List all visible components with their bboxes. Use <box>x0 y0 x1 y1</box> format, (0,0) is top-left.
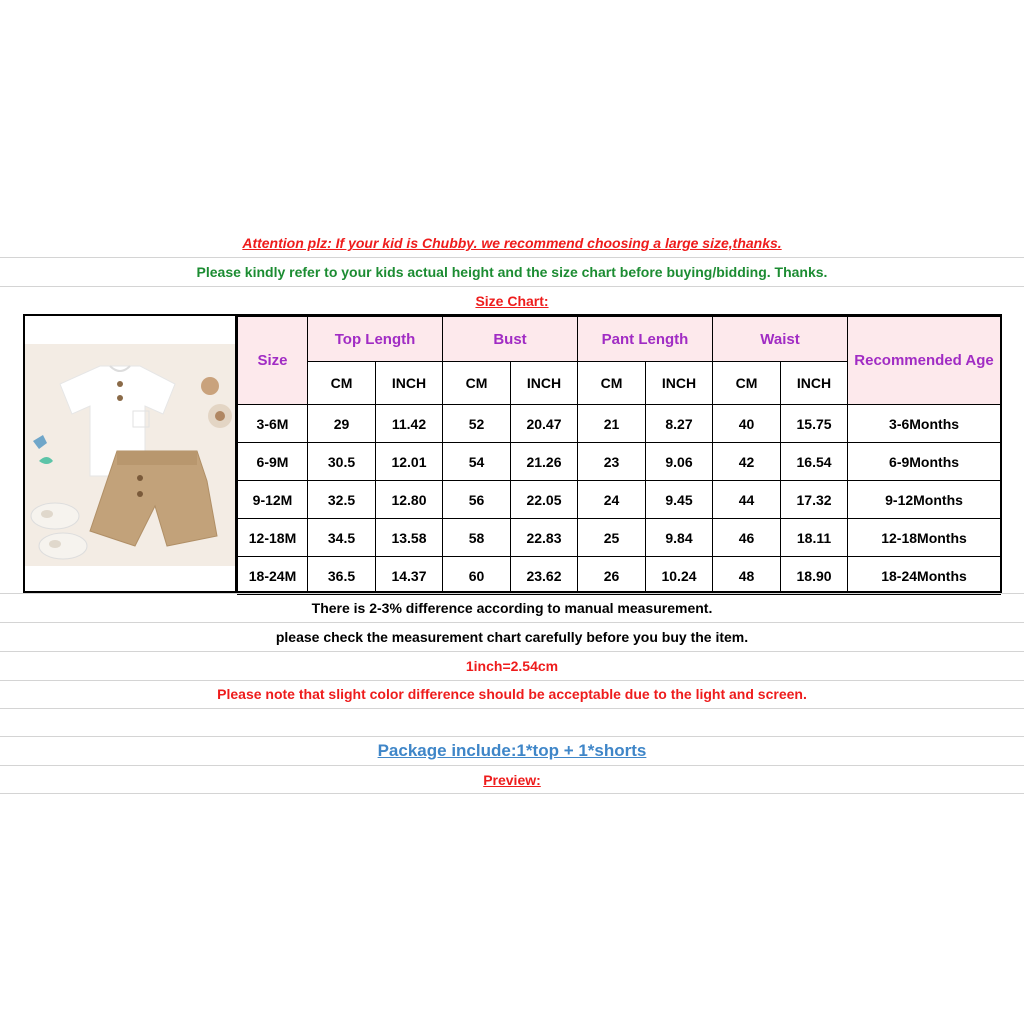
table-row <box>238 519 1001 557</box>
cell-waist-cm: 48 <box>713 557 781 595</box>
row-divider <box>0 736 1024 737</box>
row-divider <box>0 651 1024 652</box>
cell-recommended-age: 6-9Months <box>848 443 1001 481</box>
cell-waist-cm: 46 <box>713 519 781 557</box>
row-divider <box>0 286 1024 287</box>
row-divider <box>0 765 1024 766</box>
package-include-link[interactable]: Package include:1*top + 1*shorts <box>377 741 647 760</box>
table-row <box>238 557 1001 595</box>
cell-pant-length-cm: 21 <box>578 405 646 443</box>
cell-bust-inch: 23.62 <box>511 557 578 595</box>
cell-top-length-inch: 14.37 <box>376 557 443 595</box>
cell-waist-inch: 17.32 <box>781 481 848 519</box>
cell-pant-length-inch: 10.24 <box>646 557 713 595</box>
cell-pant-length-inch: 9.84 <box>646 519 713 557</box>
attention-notice: Attention plz: If your kid is Chubby. we recommend choosing a large size,thanks. <box>242 235 782 251</box>
row-divider <box>0 793 1024 794</box>
cell-waist-cm: 40 <box>713 405 781 443</box>
header-pant-length: Pant Length <box>578 317 713 362</box>
table-row <box>238 443 1001 481</box>
cell-pant-length-cm: 23 <box>578 443 646 481</box>
header-recommended-age: Recommended Age <box>848 317 1001 405</box>
row-divider <box>0 680 1024 681</box>
conversion-note: 1inch=2.54cm <box>465 658 559 674</box>
subheader-cm: CM <box>578 362 646 405</box>
subheader-cm: CM <box>713 362 781 405</box>
row-divider <box>0 593 1024 594</box>
cell-bust-inch: 21.26 <box>511 443 578 481</box>
header-waist: Waist <box>713 317 848 362</box>
cell-recommended-age: 3-6Months <box>848 405 1001 443</box>
cell-top-length-cm: 30.5 <box>308 443 376 481</box>
cell-size: 18-24M <box>238 557 308 595</box>
color-difference-note: Please note that slight color difference should be acceptable due to the light and screen. <box>217 686 807 702</box>
outfit-illustration <box>25 316 235 591</box>
subheader-inch: INCH <box>646 362 713 405</box>
cell-pant-length-inch: 9.06 <box>646 443 713 481</box>
cell-bust-cm: 52 <box>443 405 511 443</box>
cell-waist-inch: 16.54 <box>781 443 848 481</box>
cell-size: 9-12M <box>238 481 308 519</box>
cell-top-length-inch: 12.01 <box>376 443 443 481</box>
cell-bust-cm: 60 <box>443 557 511 595</box>
cell-size: 6-9M <box>238 443 308 481</box>
subheader-inch: INCH <box>511 362 578 405</box>
cell-top-length-inch: 11.42 <box>376 405 443 443</box>
cell-recommended-age: 12-18Months <box>848 519 1001 557</box>
refer-notice: Please kindly refer to your kids actual height and the size chart before buying/bidding. Thanks. <box>196 264 828 280</box>
subheader-inch: INCH <box>781 362 848 405</box>
size-chart <box>23 314 1002 593</box>
cell-bust-inch: 22.05 <box>511 481 578 519</box>
check-note: please check the measurement chart carefully before you buy the item. <box>275 629 749 645</box>
cell-size: 3-6M <box>238 405 308 443</box>
header-bust: Bust <box>443 317 578 362</box>
cell-top-length-cm: 34.5 <box>308 519 376 557</box>
cell-bust-cm: 58 <box>443 519 511 557</box>
cell-waist-inch: 15.75 <box>781 405 848 443</box>
header-size: Size <box>238 317 308 405</box>
subheader-cm: CM <box>443 362 511 405</box>
cell-bust-cm: 56 <box>443 481 511 519</box>
cell-pant-length-cm: 24 <box>578 481 646 519</box>
cell-top-length-cm: 29 <box>308 405 376 443</box>
header-top-length: Top Length <box>308 317 443 362</box>
row-divider <box>0 708 1024 709</box>
table-row <box>238 481 1001 519</box>
cell-size: 12-18M <box>238 519 308 557</box>
row-divider <box>0 257 1024 258</box>
subheader-cm: CM <box>308 362 376 405</box>
cell-waist-cm: 42 <box>713 443 781 481</box>
cell-recommended-age: 18-24Months <box>848 557 1001 595</box>
cell-pant-length-cm: 25 <box>578 519 646 557</box>
cell-bust-inch: 22.83 <box>511 519 578 557</box>
cell-waist-inch: 18.11 <box>781 519 848 557</box>
cell-pant-length-inch: 9.45 <box>646 481 713 519</box>
cell-top-length-cm: 32.5 <box>308 481 376 519</box>
difference-note: There is 2-3% difference according to manual measurement. <box>311 600 713 616</box>
cell-bust-cm: 54 <box>443 443 511 481</box>
cell-waist-inch: 18.90 <box>781 557 848 595</box>
product-photo <box>25 316 237 591</box>
cell-pant-length-inch: 8.27 <box>646 405 713 443</box>
cell-pant-length-cm: 26 <box>578 557 646 595</box>
cell-top-length-inch: 13.58 <box>376 519 443 557</box>
row-divider <box>0 622 1024 623</box>
cell-top-length-inch: 12.80 <box>376 481 443 519</box>
cell-waist-cm: 44 <box>713 481 781 519</box>
cell-top-length-cm: 36.5 <box>308 557 376 595</box>
cell-bust-inch: 20.47 <box>511 405 578 443</box>
preview-title: Preview: <box>483 772 541 788</box>
size-chart-title: Size Chart: <box>475 293 549 309</box>
size-table <box>237 316 1001 595</box>
table-row <box>238 405 1001 443</box>
cell-recommended-age: 9-12Months <box>848 481 1001 519</box>
subheader-inch: INCH <box>376 362 443 405</box>
